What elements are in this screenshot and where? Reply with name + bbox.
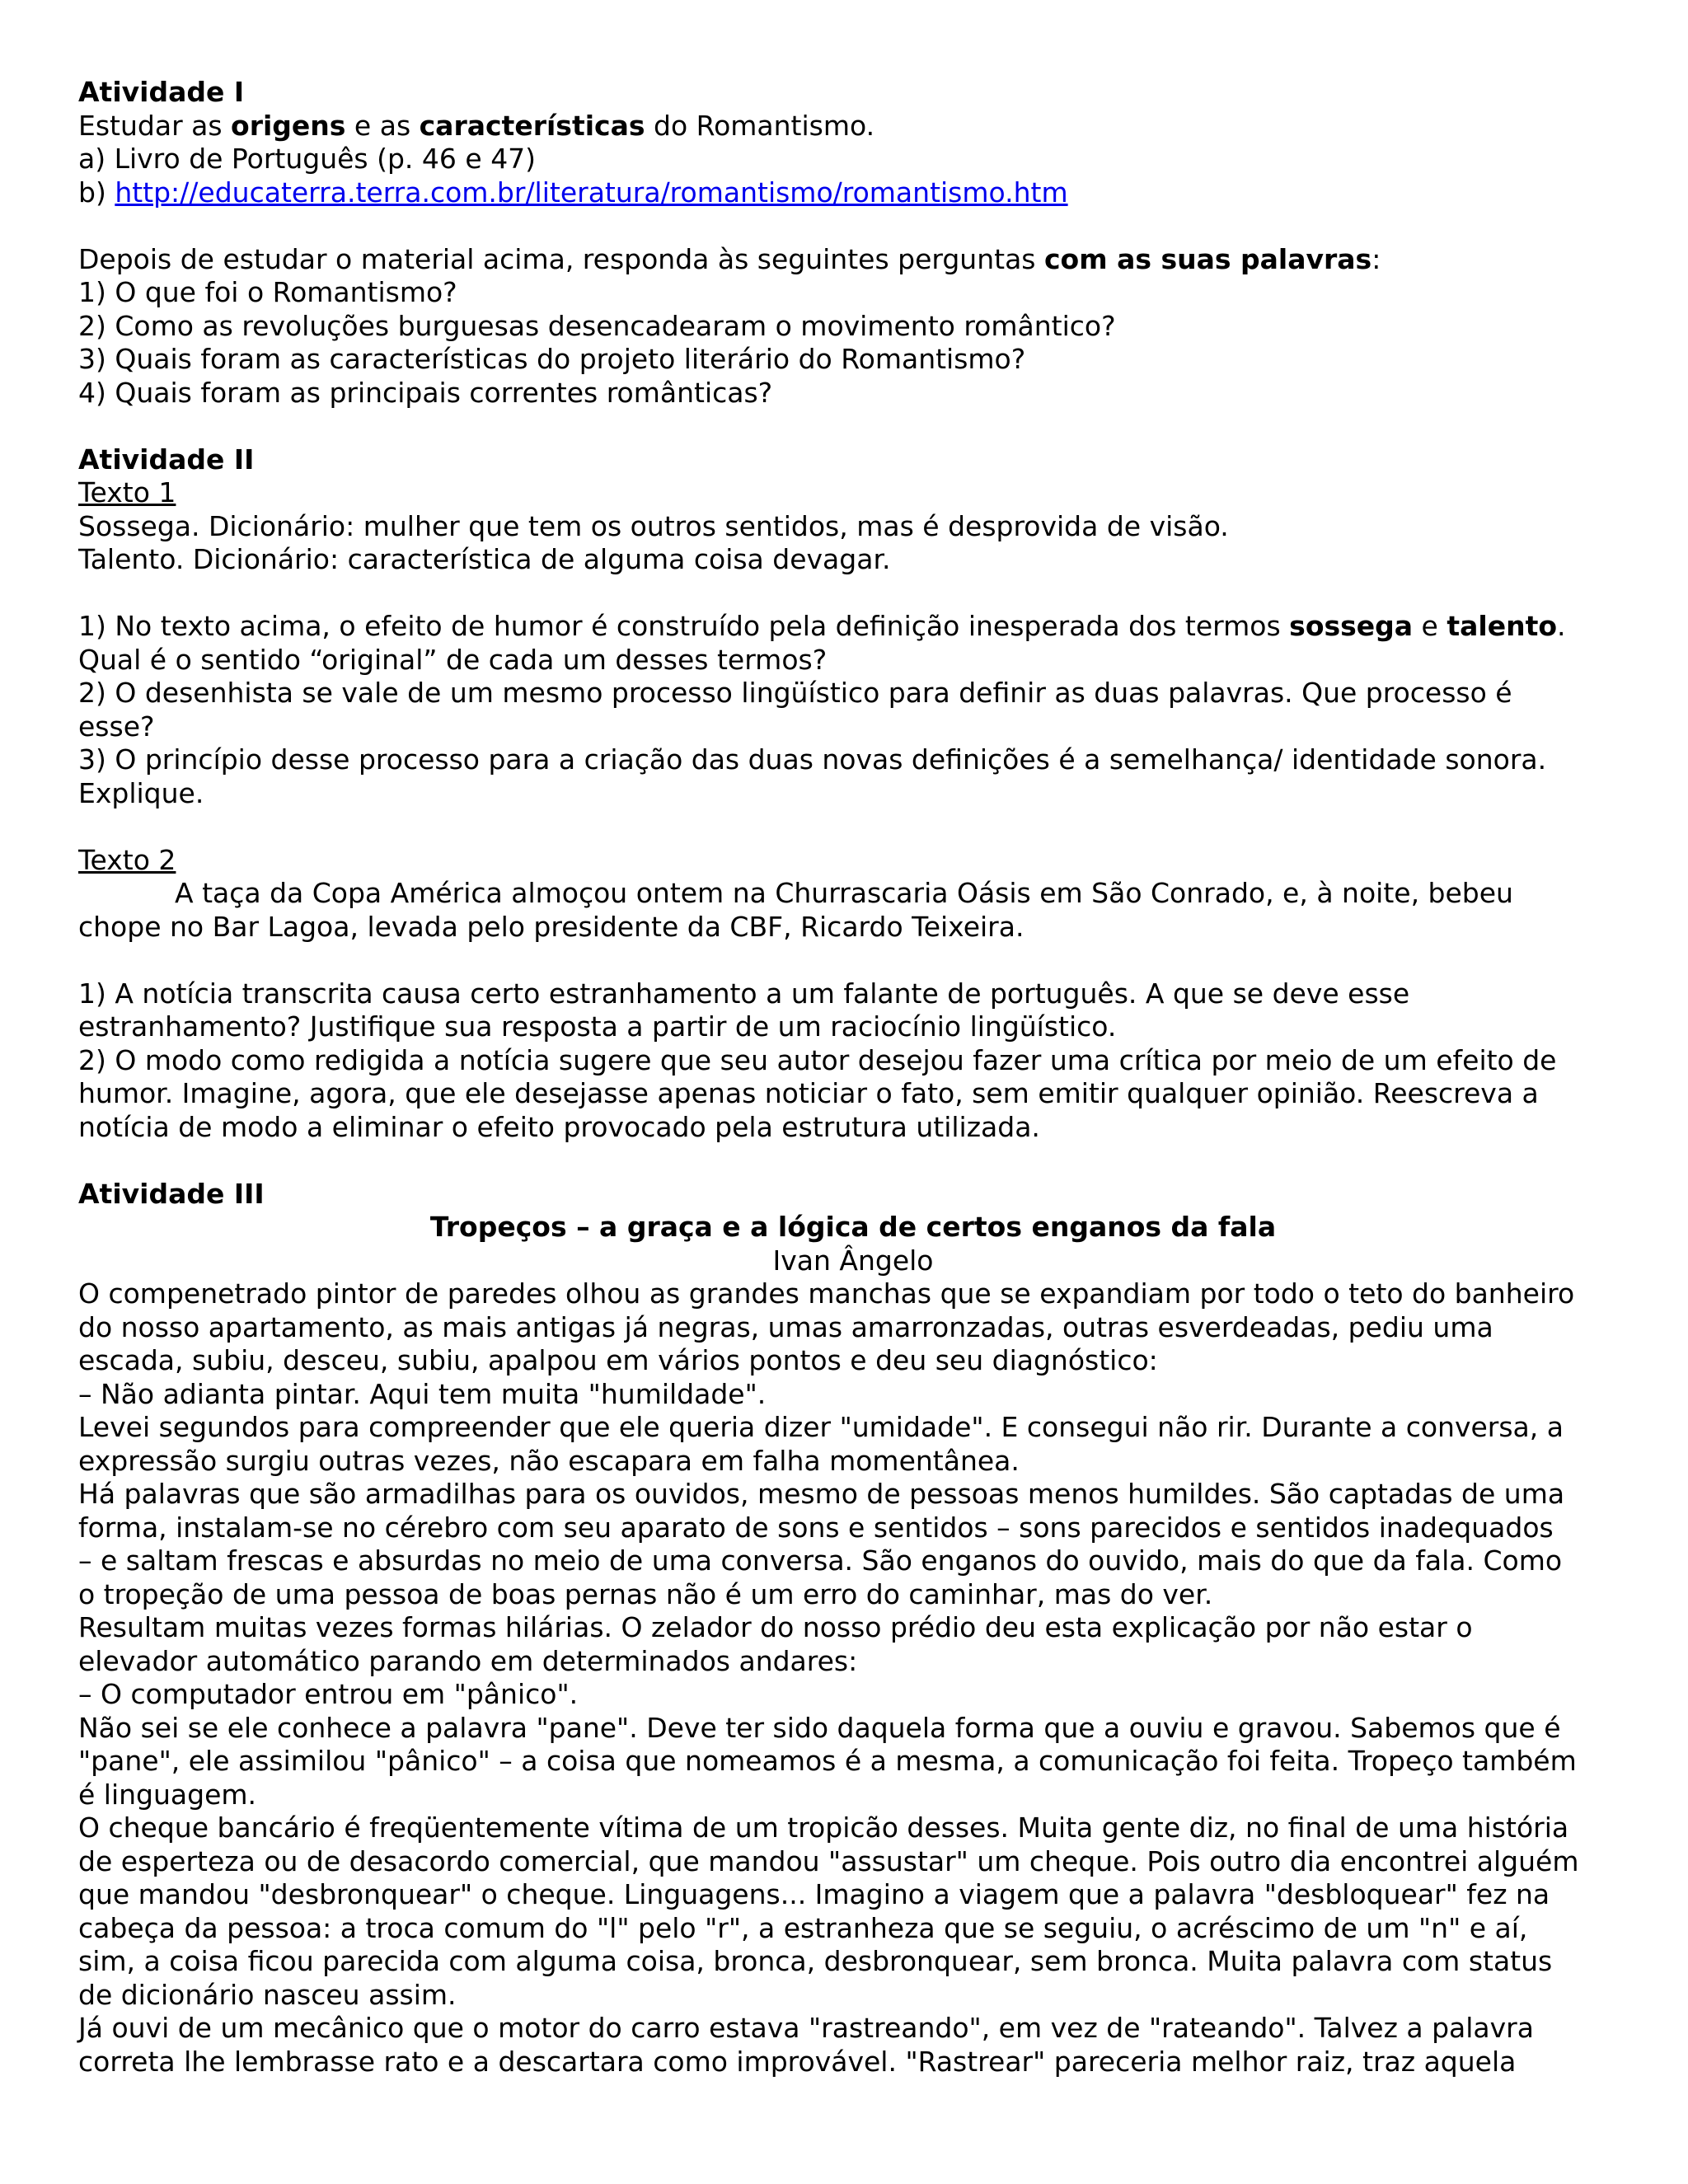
article-line: O cheque bancário é freqüentemente vítima de um tropicão desses. Muita gente diz, no final de uma história	[78, 1811, 1569, 1844]
texto-1-question-3-cont: Explique.	[78, 776, 204, 809]
atividade-1-intro: Estudar as origens e as características do Romantismo.	[78, 109, 875, 142]
article-title: Tropeços – a graça e a lógica de certos enganos da fala	[429, 1211, 1277, 1243]
article-line: elevador automático parando em determinados andares:	[78, 1644, 858, 1677]
article-line: Já ouvi de um mecânico que o motor do carro estava "rastreando", em vez de "rateando". Talvez a palavra	[78, 2012, 1534, 2044]
article-line: cabeça da pessoa: a troca comum do "l" pelo "r", a estranheza que se seguiu, o acréscimo de um "n" e aí,	[78, 1911, 1528, 1944]
article-line: de dicionário nasceu assim.	[78, 1978, 457, 2011]
spacer	[78, 944, 1628, 977]
atividade-1-heading: Atividade I	[78, 76, 245, 108]
spacer	[78, 209, 1628, 243]
texto-2-question-1-cont: estranhamento? Justifique sua resposta a partir de um raciocínio lingüístico.	[78, 1010, 1117, 1043]
article-line: de esperteza ou de desacordo comercial, que mandou "assustar" um cheque. Pois outro dia encontrei alguém	[78, 1844, 1579, 1877]
texto-2-question-2-cont: humor. Imagine, agora, que ele desejasse apenas noticiar o fato, sem emitir qualquer opinião. Reescreva a	[78, 1077, 1539, 1109]
atividade-1-question-2: 2) Como as revoluções burguesas desencadearam o movimento romântico?	[78, 309, 1116, 342]
texto-1-line-1: Sossega. Dicionário: mulher que tem os outros sentidos, mas é desprovida de visão.	[78, 509, 1229, 542]
texto-1-label: Texto 1	[78, 476, 176, 509]
article-line: – Não adianta pintar. Aqui tem muita "humildade".	[78, 1377, 767, 1410]
article-line: Não sei se ele conhece a palavra "pane". Deve ter sido daquela forma que a ouviu e gravou. Sabemos que é	[78, 1711, 1561, 1744]
atividade-3-heading: Atividade III	[78, 1177, 265, 1210]
article-line: é linguagem.	[78, 1778, 257, 1811]
article-line: – e saltam frescas e absurdas no meio de uma conversa. São enganos do ouvido, mais do que da fala. Como	[78, 1544, 1563, 1577]
atividade-2-heading: Atividade II	[78, 443, 255, 476]
article-line: forma, instalam-se no cérebro com seu aparato de sons e sentidos – sons parecidos e sentidos inadequados	[78, 1511, 1554, 1544]
texto-1-line-2: Talento. Dicionário: característica de alguma coisa devagar.	[78, 543, 891, 575]
article-line: que mandou "desbronquear" o cheque. Linguagens... Imagino a viagem que a palavra "desbloquear" fez na	[78, 1878, 1550, 1910]
article-line: correta lhe lembrasse rato e a descartara como improvável. "Rastrear" pareceria melhor raiz, traz aquela	[78, 2045, 1517, 2078]
article-line: sim, a coisa ficou parecida com alguma coisa, bronca, desbronquear, sem bronca. Muita palavra com status	[78, 1945, 1553, 1977]
spacer	[78, 1144, 1628, 1178]
article-line: Resultam muitas vezes formas hilárias. O zelador do nosso prédio deu esta explicação por não estar o	[78, 1611, 1473, 1643]
article-line: o tropeção de uma pessoa de boas pernas não é um erro do caminhar, mas do ver.	[78, 1577, 1213, 1610]
texto-2-question-2-cont: notícia de modo a eliminar o efeito provocado pela estrutura utilizada.	[78, 1110, 1040, 1143]
spacer	[78, 410, 1628, 443]
article-author: Ivan Ângelo	[772, 1244, 934, 1277]
article-line: Levei segundos para compreender que ele queria dizer "umidade". E consegui não rir. Durante a conversa, a	[78, 1411, 1564, 1443]
atividade-1-question-1: 1) O que foi o Romantismo?	[78, 276, 457, 308]
romantismo-link[interactable]: http://educaterra.terra.com.br/literatura/romantismo/romantismo.htm	[115, 176, 1068, 209]
texto-2-question-1: 1) A notícia transcrita causa certo estranhamento a um falante de português. A que se deve esse	[78, 977, 1410, 1010]
article-body	[78, 1277, 1628, 2079]
article-line: "pane", ele assimilou "pânico" – a coisa que nomeamos é a mesma, a comunicação foi feita. Tropeço também	[78, 1745, 1577, 1777]
atividade-1-item-b: b) http://educaterra.terra.com.br/literatura/romantismo/romantismo.htm	[78, 176, 1068, 209]
texto-2-question-2: 2) O modo como redigida a notícia sugere que seu autor desejou fazer uma crítica por meio de um efeito de	[78, 1043, 1557, 1076]
texto-1-question-1-cont: Qual é o sentido “original” de cada um desses termos?	[78, 643, 828, 676]
atividade-1-item-a: a) Livro de Português (p. 46 e 47)	[78, 143, 537, 175]
atividade-1-instructions: Depois de estudar o material acima, responda às seguintes perguntas com as suas palavras:	[78, 242, 1381, 275]
spacer	[78, 810, 1628, 844]
spacer	[78, 577, 1628, 611]
article-line: do nosso apartamento, as mais antigas já negras, umas amarronzadas, outras esverdeadas, pediu uma	[78, 1310, 1493, 1343]
article-line: expressão surgiu outras vezes, não escapara em falha momentânea.	[78, 1444, 1020, 1477]
article-line: O compenetrado pintor de paredes olhou as grandes manchas que se expandiam por todo o teto do banheiro	[78, 1277, 1575, 1310]
texto-2-line-2: chope no Bar Lagoa, levada pelo presidente da CBF, Ricardo Teixeira.	[78, 910, 1025, 943]
article-line: – O computador entrou em "pânico".	[78, 1678, 579, 1710]
texto-1-question-2: 2) O desenhista se vale de um mesmo processo lingüístico para definir as duas palavras. Que processo é	[78, 677, 1512, 709]
texto-2-label: Texto 2	[78, 843, 176, 876]
atividade-1-question-3: 3) Quais foram as características do projeto literário do Romantismo?	[78, 343, 1026, 375]
texto-2-line-1: A taça da Copa América almoçou ontem na Churrascaria Oásis em São Conrado, e, à noite, bebeu	[175, 877, 1513, 909]
texto-1-question-1: 1) No texto acima, o efeito de humor é construído pela definição inesperada dos termos sossega e talento.	[78, 610, 1566, 642]
texto-1-question-3: 3) O princípio desse processo para a criação das duas novas definições é a semelhança/ identidade sonora.	[78, 743, 1547, 776]
article-line: escada, subiu, desceu, subiu, apalpou em vários pontos e deu seu diagnóstico:	[78, 1344, 1158, 1376]
article-line: Há palavras que são armadilhas para os ouvidos, mesmo de pessoas menos humildes. São captadas de uma	[78, 1478, 1565, 1510]
texto-1-question-2-cont: esse?	[78, 710, 155, 743]
document-page	[78, 76, 1628, 2079]
atividade-1-question-4: 4) Quais foram as principais correntes românticas?	[78, 376, 773, 409]
